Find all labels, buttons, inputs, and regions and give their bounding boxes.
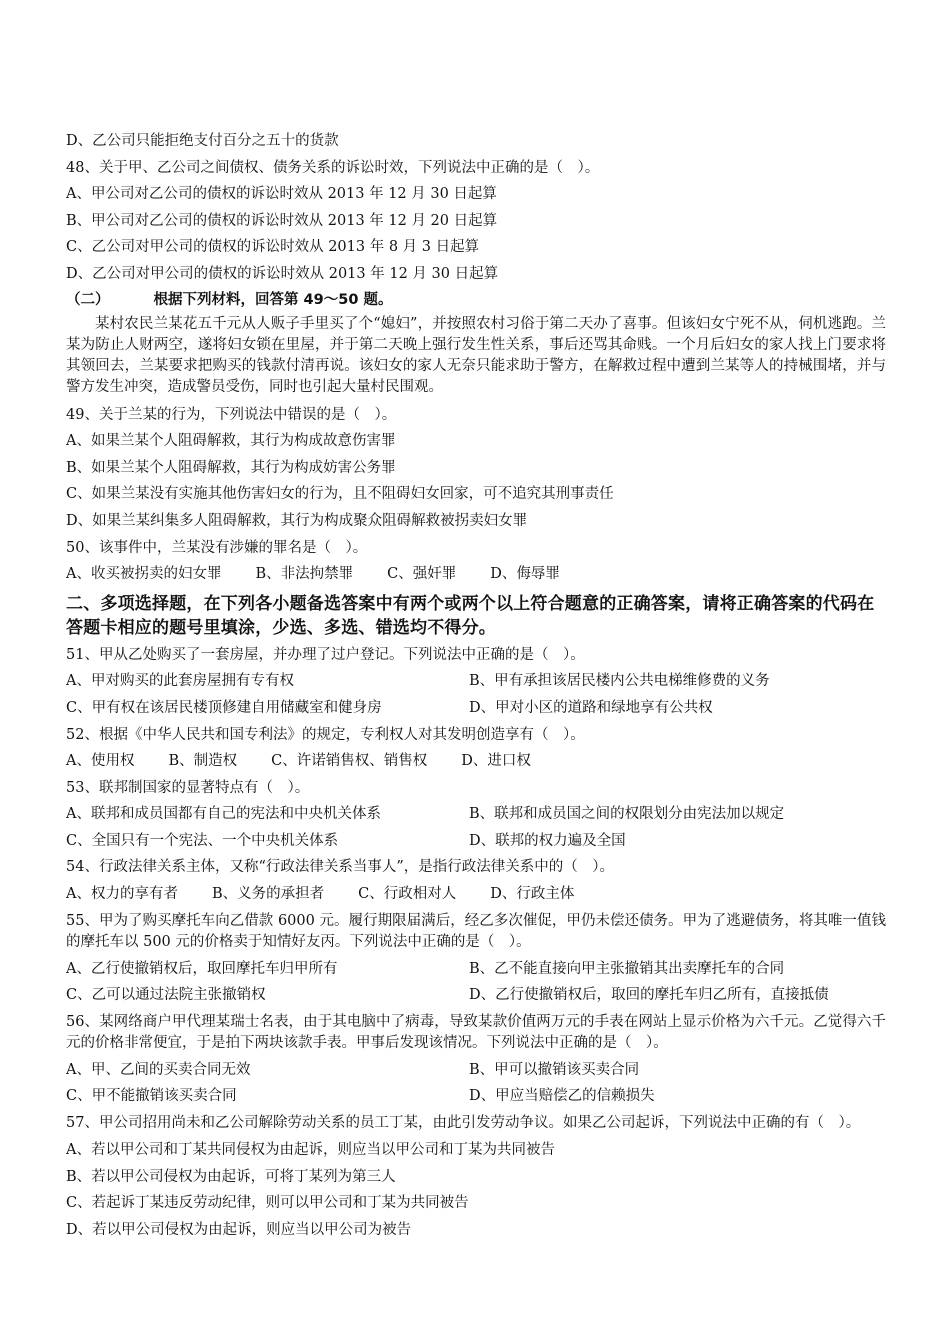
q53-option-d: D、联邦的权力遍及全国 xyxy=(469,832,626,849)
q55-options-row2 xyxy=(66,982,886,1009)
q54-option-b: B、义务的承担者 xyxy=(211,886,325,903)
q57-option-a: A、若以甲公司和丁某共同侵权为由起诉，则应当以甲公司和丁某为共同被告 xyxy=(66,1142,555,1159)
part2-heading xyxy=(66,288,886,312)
q51-stem: 51、甲从乙处购买了一套房屋，并办理了过户登记。下列说法中正确的是（ ）。 xyxy=(66,646,585,663)
q54-option-a: A、权力的享有者 xyxy=(66,886,178,903)
q50-options xyxy=(66,561,886,588)
q48-option-d: D、乙公司对甲公司的债权的诉讼时效从 2013 年 12 月 30 日起算 xyxy=(66,265,499,282)
q52-option-b: B、制造权 xyxy=(168,753,238,770)
q55-stem: 55、甲为了购买摩托车向乙借款 6000 元。履行期限届满后，经乙多次催促，甲仍未偿还债务。甲为了逃避债务，将其唯一值钱的摩托车以 500 元的价格卖于知情好友丙。下列说法中正确的是（ ）。 xyxy=(66,912,886,950)
q55-option-a: A、乙行使撤销权后，取回摩托车归甲所有 xyxy=(66,960,338,977)
q56-option-b: B、甲可以撤销该买卖合同 xyxy=(469,1061,640,1078)
q56-stem: 56、某网络商户甲代理某瑞士名表，由于其电脑中了病毒，导致某款价值两万元的手表在网站上显示价格为六千元。乙觉得六千元的价格非常便宜，于是拍下两块该款手表。甲事后发现该情况。下列说法中正确的是（ ）。 xyxy=(66,1013,886,1051)
q57-option-b: B、若以甲公司侵权为由起诉，可将丁某列为第三人 xyxy=(66,1168,396,1185)
q54-option-d: D、行政主体 xyxy=(490,886,575,903)
q53-stem: 53、联邦制国家的显著特点有（ ）。 xyxy=(66,779,310,796)
q55-option-b: B、乙不能直接向甲主张撤销其出卖摩托车的合同 xyxy=(469,960,785,977)
q48-stem: 48、关于甲、乙公司之间债权、债务关系的诉讼时效，下列说法中正确的是（ ）。 xyxy=(66,159,600,176)
q54-option-c: C、行政相对人 xyxy=(358,886,457,903)
q52-options xyxy=(66,748,886,775)
q47-option-d: D、乙公司只能拒绝支付百分之五十的货款 xyxy=(66,133,339,149)
q49-option-b: B、如果兰某个人阻碍解救，其行为构成妨害公务罪 xyxy=(66,459,396,476)
q56-options-row2 xyxy=(66,1083,886,1110)
part2-instruction: 根据下列材料，回答第 49～50 题。 xyxy=(153,291,393,308)
q50-option-d: D、侮辱罪 xyxy=(490,566,560,583)
q51-options-row1 xyxy=(66,668,886,695)
q54-options xyxy=(66,881,886,908)
q52-option-a: A、使用权 xyxy=(66,753,135,770)
q53-option-b: B、联邦和成员国之间的权限划分由宪法加以规定 xyxy=(469,806,785,823)
case-material: 某村农民兰某花五千元从人贩子手里买了个“媳妇”，并按照农村习俗于第二天办了喜事。但该妇女宁死不从，伺机逃跑。兰某为防止人财两空，遂将妇女锁在里屋，并于第二天晚上强行发生性关系，事后还骂其命贱。一个月后妇女的家人找上门要求将其领回去，兰某要求把购买的钱款付清再说。该妇女的家人无奈只能求助于警方，在解救过程中遭到兰某等人的持械围堵，并与警方发生冲突，造成警员受伤，同时也引起大量村民围观。 xyxy=(66,315,886,395)
q51-option-d: D、甲对小区的道路和绿地享有公共权 xyxy=(469,699,713,716)
q56-option-a: A、甲、乙间的买卖合同无效 xyxy=(66,1061,251,1078)
q48-option-c: C、乙公司对甲公司的债权的诉讼时效从 2013 年 8 月 3 日起算 xyxy=(66,239,480,256)
q56-option-c: C、甲不能撤销该买卖合同 xyxy=(66,1088,237,1105)
q50-option-b: B、非法拘禁罪 xyxy=(255,566,354,583)
q56-option-d: D、甲应当赔偿乙的信赖损失 xyxy=(469,1088,655,1105)
q53-option-a: A、联邦和成员国都有自己的宪法和中央机关体系 xyxy=(66,806,381,823)
q53-option-c: C、全国只有一个宪法、一个中央机关体系 xyxy=(66,832,339,849)
q57-option-c: C、若起诉丁某违反劳动纪律，则可以甲公司和丁某为共同被告 xyxy=(66,1195,469,1212)
q55-option-d: D、乙行使撤销权后，取回的摩托车归乙所有，直接抵债 xyxy=(469,987,829,1004)
q48-option-b: B、甲公司对乙公司的债权的诉讼时效从 2013 年 12 月 20 日起算 xyxy=(66,212,498,229)
q51-option-a: A、甲对购买的此套房屋拥有专有权 xyxy=(66,673,294,690)
multiple-choice-section-heading: 二、多项选择题，在下列各小题备选答案中有两个或两个以上符合题意的正确答案，请将正确答案的代码在答题卡相应的题号里填涂，少选、多选、错选均不得分。 xyxy=(66,593,875,638)
part2-label: （二） xyxy=(66,291,110,308)
q48-option-a: A、甲公司对乙公司的债权的诉讼时效从 2013 年 12 月 30 日起算 xyxy=(66,186,497,203)
q51-options-row2 xyxy=(66,695,886,722)
q57-option-d: D、若以甲公司侵权为由起诉，则应当以甲公司为被告 xyxy=(66,1221,412,1238)
q54-stem: 54、行政法律关系主体，又称“行政法律关系当事人”，是指行政法律关系中的（ ）。 xyxy=(66,859,615,876)
q50-stem: 50、该事件中，兰某没有涉嫌的罪名是（ ）。 xyxy=(66,539,368,556)
q52-stem: 52、根据《中华人民共和国专利法》的规定，专利权人对其发明创造享有（ ）。 xyxy=(66,726,585,743)
q49-option-d: D、如果兰某纠集多人阻碍解救，其行为构成聚众阻碍解救被拐卖妇女罪 xyxy=(66,512,528,529)
q49-option-c: C、如果兰某没有实施其他伤害妇女的行为，且不阻碍妇女回家，可不追究其刑事责任 xyxy=(66,486,614,503)
q57-stem: 57、甲公司招用尚未和乙公司解除劳动关系的员工丁某，由此引发劳动争议。如果乙公司起诉，下列说法中正确的有（ ）。 xyxy=(66,1115,861,1132)
q52-option-c: C、许诺销售权、销售权 xyxy=(271,753,428,770)
q51-option-b: B、甲有承担该居民楼内公共电梯维修费的义务 xyxy=(469,673,770,690)
q53-options-row1 xyxy=(66,801,886,828)
q50-option-c: C、强奸罪 xyxy=(387,566,457,583)
q53-options-row2 xyxy=(66,828,886,855)
q55-option-c: C、乙可以通过法院主张撤销权 xyxy=(66,987,266,1004)
q56-options-row1 xyxy=(66,1057,886,1084)
q52-option-d: D、进口权 xyxy=(461,753,531,770)
q51-option-c: C、甲有权在该居民楼顶修建自用储藏室和健身房 xyxy=(66,699,382,716)
q49-option-a: A、如果兰某个人阻碍解救，其行为构成故意伤害罪 xyxy=(66,433,396,450)
exam-page xyxy=(66,128,886,1243)
q49-stem: 49、关于兰某的行为，下列说法中错误的是（ ）。 xyxy=(66,406,397,423)
q50-option-a: A、收买被拐卖的妇女罪 xyxy=(66,566,222,583)
q55-options-row1 xyxy=(66,956,886,983)
